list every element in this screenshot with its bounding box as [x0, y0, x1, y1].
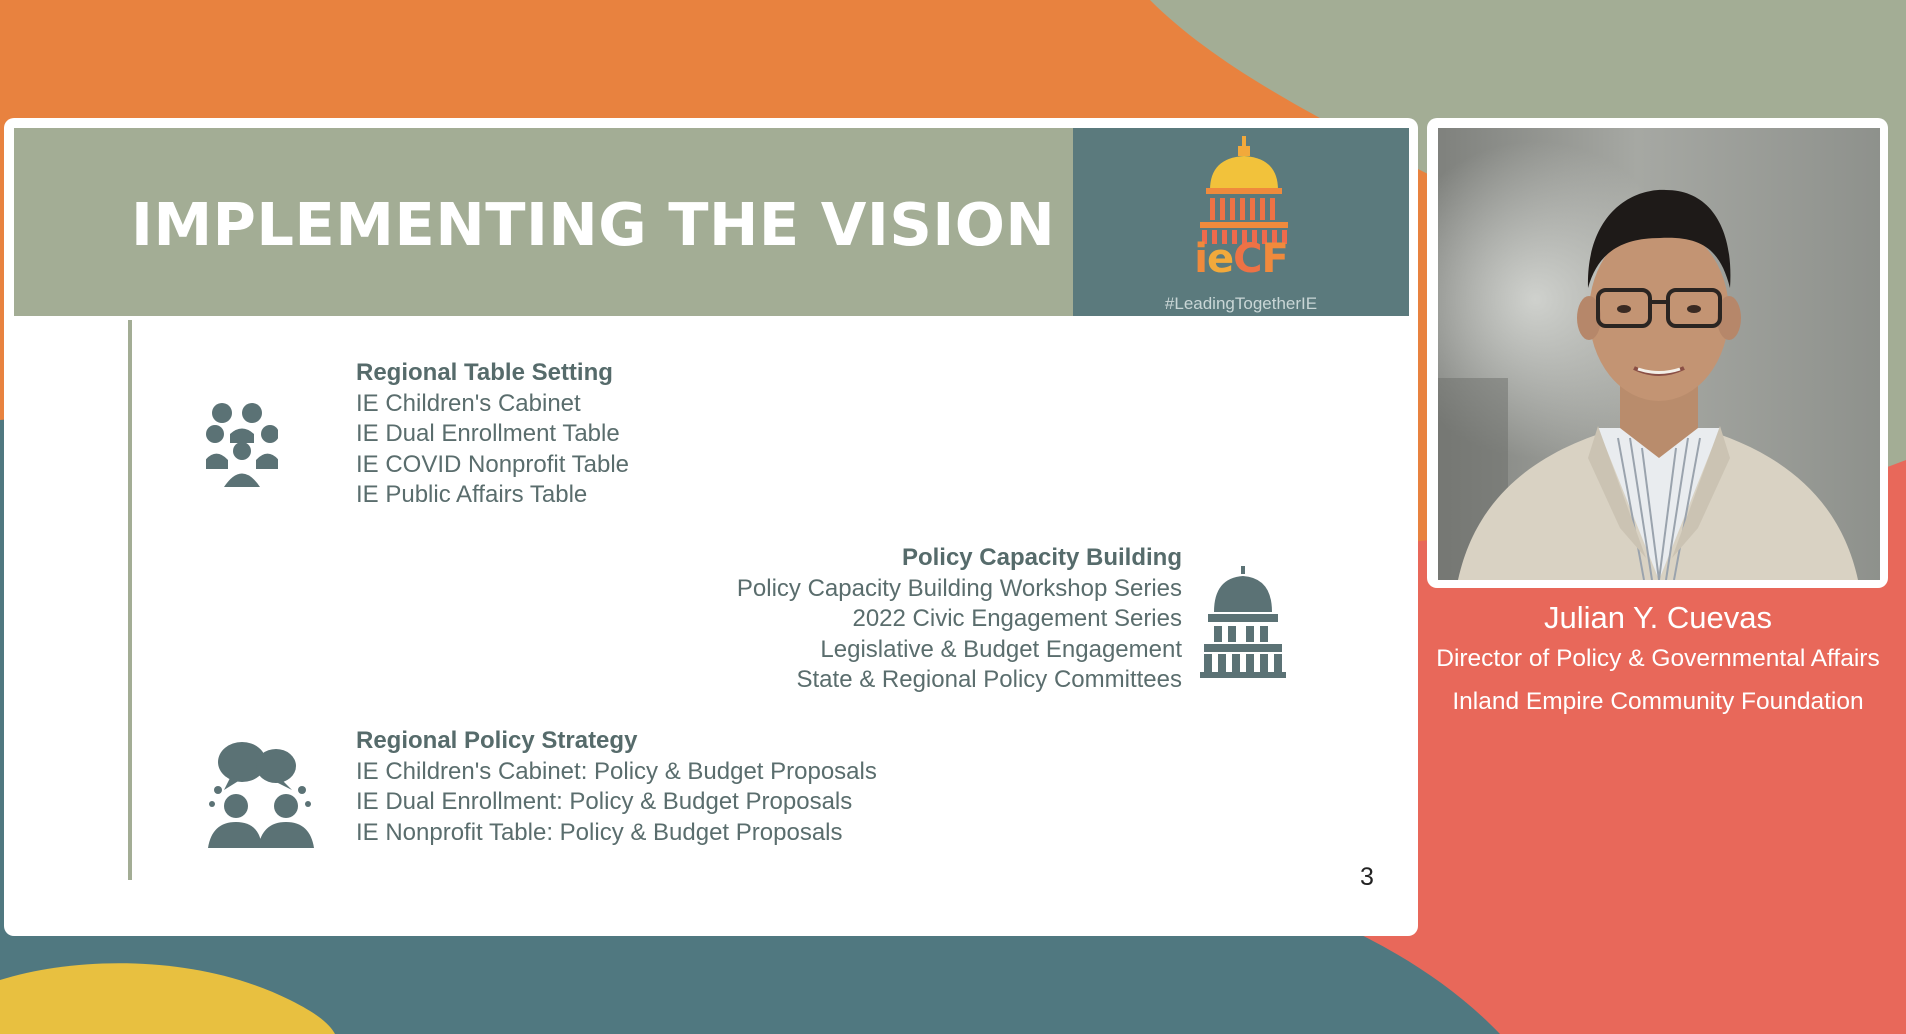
list-item: IE Public Affairs Table [356, 481, 588, 509]
divider-line [128, 320, 132, 880]
section-heading: Regional Policy Strategy [356, 727, 638, 754]
section-heading: Policy Capacity Building [901, 544, 1182, 571]
list-item: IE Nonprofit Table: Policy & Budget Proposals [356, 818, 843, 846]
people-group-icon [206, 390, 278, 490]
logo-letter-f: F [1261, 236, 1288, 282]
speaker-title: Director of Policy & Governmental Affairs [1436, 645, 1880, 672]
logo-letter-e: e [1206, 236, 1234, 282]
list-item: IE Children's Cabinet: Policy & Budget Proposals [356, 757, 877, 785]
slide-page-number: 3 [1360, 863, 1374, 891]
logo-letter-i: i [1194, 236, 1207, 282]
speaker-portrait-image [1438, 128, 1880, 580]
logo-wordmark [1073, 236, 1409, 282]
list-item: IE Dual Enrollment: Policy & Budget Proposals [356, 788, 853, 816]
presentation-slide [4, 118, 1418, 936]
logo-letter-c: C [1233, 236, 1262, 282]
slide-header [14, 128, 1073, 316]
list-item: Policy Capacity Building Workshop Series [736, 574, 1182, 602]
section-regional-policy-strategy [356, 726, 877, 848]
discussion-people-icon [204, 738, 316, 850]
capitol-building-icon [1200, 564, 1286, 680]
iecf-logo [1073, 128, 1409, 316]
speaker-organization: Inland Empire Community Foundation [1452, 688, 1864, 715]
list-item: 2022 Civic Engagement Series [852, 605, 1182, 633]
list-item: Legislative & Budget Engagement [820, 635, 1182, 663]
logo-hashtag: #LeadingTogetherIE [1164, 294, 1318, 313]
list-item: State & Regional Policy Committees [796, 666, 1182, 694]
list-item: IE Dual Enrollment Table [356, 420, 620, 448]
speaker-video [1438, 128, 1880, 580]
section-regional-table-setting [356, 358, 629, 511]
list-item: IE COVID Nonprofit Table [356, 450, 630, 478]
list-item: IE Children's Cabinet [356, 389, 581, 417]
section-heading: Regional Table Setting [356, 359, 613, 386]
speaker-name: Julian Y. Cuevas [1543, 600, 1773, 635]
section-policy-capacity-building [737, 543, 1182, 696]
slide-title: IMPLEMENTING THE VISION [131, 190, 1056, 259]
